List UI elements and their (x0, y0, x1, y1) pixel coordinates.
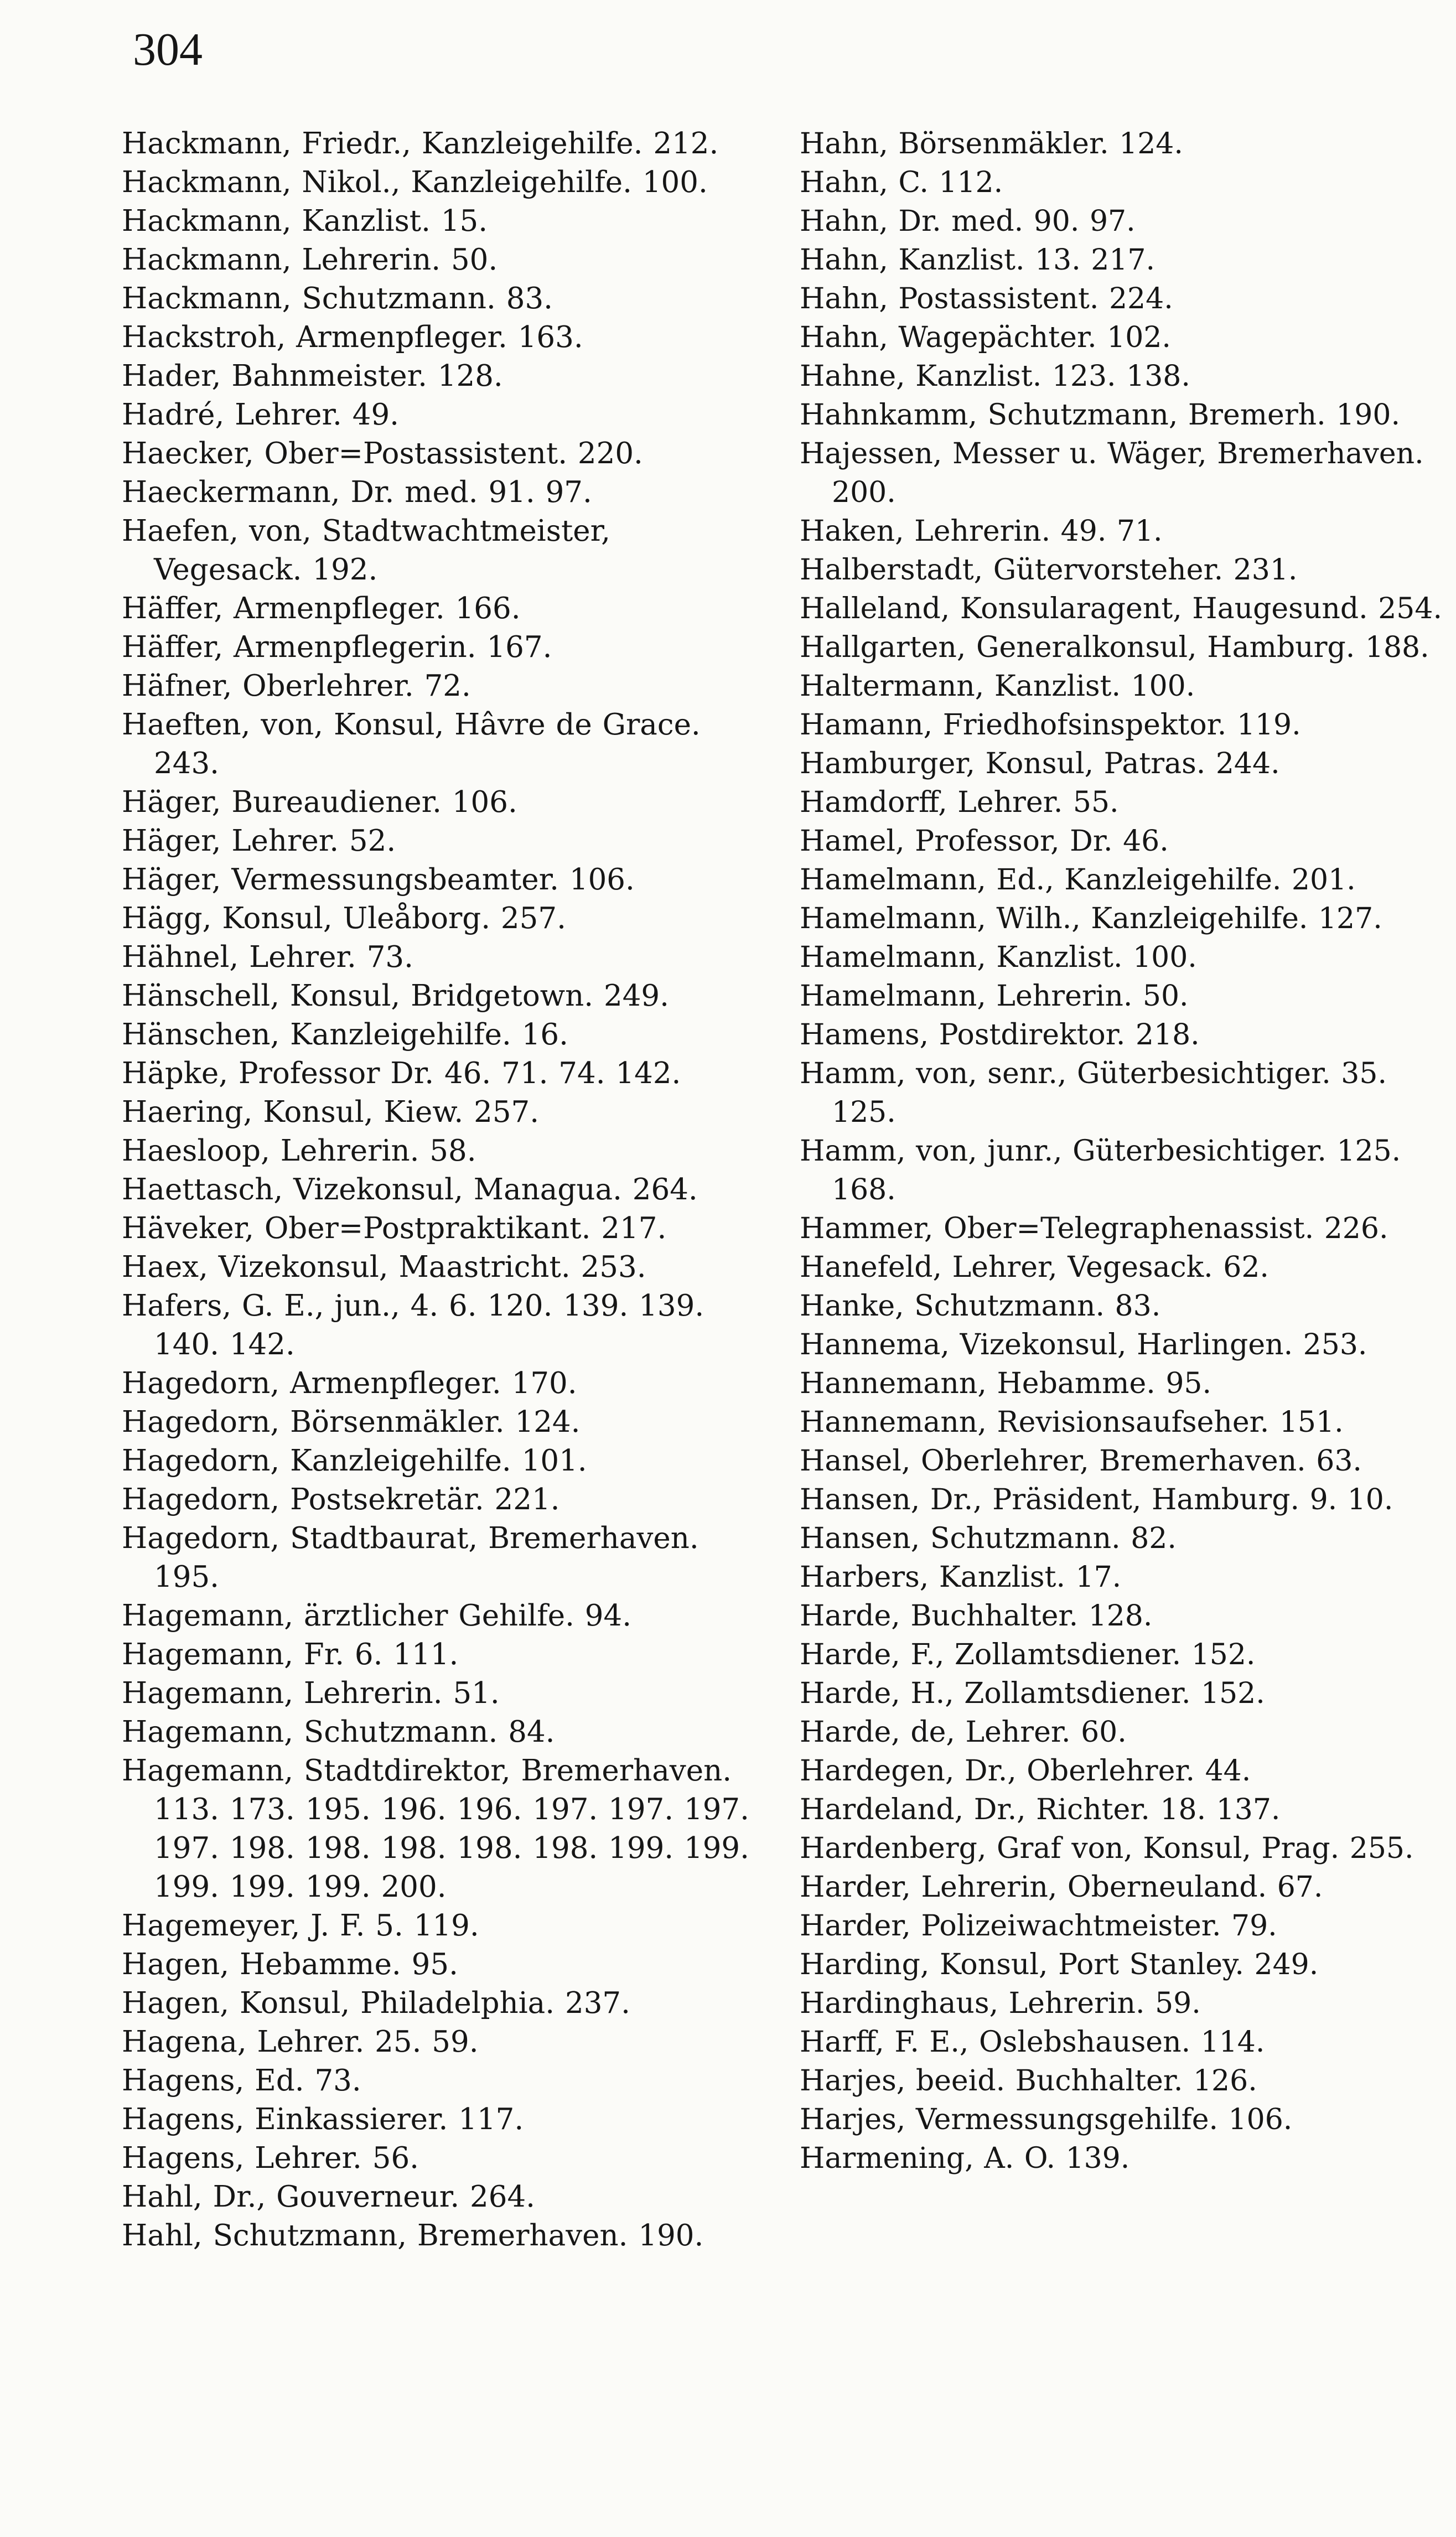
directory-entry: Hamdorff, Lehrer. 55. (800, 786, 1119, 819)
directory-entry: Hagena, Lehrer. 25. 59. (122, 2025, 479, 2059)
page-number: 304 (133, 24, 203, 75)
directory-entry: Hardeland, Dr., Richter. 18. 137. (800, 1793, 1281, 1826)
directory-entry: Haesloop, Lehrerin. 58. (122, 1134, 476, 1168)
directory-entry: Hannemann, Revisionsaufseher. 151. (800, 1406, 1344, 1439)
directory-entry: Halleland, Konsularagent, Haugesund. 254. (800, 592, 1442, 625)
directory-entry: Haex, Vizekonsul, Maastricht. 253. (122, 1250, 646, 1284)
directory-entry: Häffer, Armenpflegerin. 167. (122, 630, 552, 664)
directory-entry: Hahl, Dr., Gouverneur. 264. (122, 2180, 536, 2214)
directory-entry: Hagedorn, Börsenmäkler. 124. (122, 1405, 581, 1439)
directory-entry: Haecker, Ober=Postassistent. 220. (122, 437, 643, 470)
directory-entry: Hahl, Schutzmann, Bremerhaven. 190. (122, 2219, 704, 2253)
directory-entry: Häger, Vermessungsbeamter. 106. (122, 863, 635, 897)
directory-entry: Hahn, Börsenmäkler. 124. (800, 127, 1183, 160)
directory-entry: Harde, Buchhalter. 128. (800, 1599, 1153, 1633)
directory-entry: Hannemann, Hebamme. 95. (800, 1367, 1212, 1400)
directory-entry: Halberstadt, Gütervorsteher. 231. (800, 553, 1298, 587)
directory-entry: Hagemeyer, J. F. 5. 119. (122, 1909, 479, 1943)
directory-entry: Hackmann, Lehrerin. 50. (122, 243, 498, 277)
directory-entry: Hardenberg, Graf von, Konsul, Prag. 255. (800, 1832, 1414, 1865)
directory-entry: Harde, H., Zollamtsdiener. 152. (800, 1677, 1265, 1710)
directory-entry: Hanke, Schutzmann. 83. (800, 1290, 1161, 1323)
directory-entry: Harde, de, Lehrer. 60. (800, 1716, 1127, 1749)
directory-entry: Haltermann, Kanzlist. 100. (800, 670, 1195, 703)
directory-entry: Harmening, A. O. 139. (800, 2142, 1130, 2175)
directory-entry: Hadré, Lehrer. 49. (122, 398, 400, 432)
directory-entry: Hagen, Hebamme. 95. (122, 1948, 458, 1981)
directory-entry: Hansen, Schutzmann. 82. (800, 1522, 1177, 1555)
directory-entry: Hahnkamm, Schutzmann, Bremerh. 190. (800, 398, 1400, 432)
directory-entry: Hamelmann, Lehrerin. 50. (800, 980, 1189, 1013)
directory-entry: Hamelmann, Kanzlist. 100. (800, 941, 1197, 974)
directory-entry: Hahn, Wagepächter. 102. (800, 321, 1171, 354)
directory-entry: Hamm, von, senr., Güterbesichtiger. 35. 125. (800, 1057, 1387, 1129)
directory-entry: Hahne, Kanzlist. 123. 138. (800, 360, 1190, 393)
directory-entry: Harder, Polizeiwachtmeister. 79. (800, 1909, 1277, 1943)
directory-entry: Haettasch, Vizekonsul, Managua. 264. (122, 1173, 698, 1207)
directory-entry: Haken, Lehrerin. 49. 71. (800, 515, 1163, 548)
directory-entry: Hagedorn, Stadtbaurat, Bremerhaven. 195. (122, 1521, 699, 1594)
directory-entry: Hackmann, Friedr., Kanzleigehilfe. 212. (122, 127, 719, 160)
directory-entry: Harder, Lehrerin, Oberneuland. 67. (800, 1871, 1323, 1904)
directory-entry: Hänschen, Kanzleigehilfe. 16. (122, 1018, 568, 1052)
directory-entry: Hardinghaus, Lehrerin. 59. (800, 1987, 1201, 2020)
right-column (800, 125, 1453, 2178)
directory-entry: Harding, Konsul, Port Stanley. 249. (800, 1948, 1319, 1981)
directory-entry: Hagens, Lehrer. 56. (122, 2141, 419, 2175)
directory-entry: Hagedorn, Armenpfleger. 170. (122, 1366, 577, 1400)
directory-entry: Hahn, Postassistent. 224. (800, 282, 1173, 315)
directory-entry: Hagemann, Fr. 6. 111. (122, 1638, 459, 1671)
directory-entry: Hagemann, Schutzmann. 84. (122, 1715, 555, 1749)
directory-entry: Hannema, Vizekonsul, Harlingen. 253. (800, 1328, 1367, 1361)
directory-entry: Hajessen, Messer u. Wäger, Bremerhaven. 200. (800, 437, 1424, 509)
directory-entry: Hagemann, Lehrerin. 51. (122, 1676, 500, 1710)
directory-entry: Hagemann, Stadtdirektor, Bremerhaven. 113. 173. 195. 196. 196. 197. 197. 197. 197. 198. 198. 198. 198. 198. 199. 199. 199. 199. 199. 200. (122, 1754, 749, 1904)
directory-entry: Hackmann, Schutzmann. 83. (122, 282, 553, 315)
directory-entry: Hamann, Friedhofsinspektor. 119. (800, 708, 1301, 742)
directory-entry: Hagedorn, Postsekretär. 221. (122, 1483, 560, 1516)
directory-entry: Hahn, C. 112. (800, 166, 1003, 199)
directory-entry: Haeckermann, Dr. med. 91. 97. (122, 475, 592, 509)
directory-entry: Hagen, Konsul, Philadelphia. 237. (122, 1986, 630, 2020)
directory-entry: Hammer, Ober=Telegraphenassist. 226. (800, 1212, 1388, 1245)
directory-entry: Hackmann, Kanzlist. 15. (122, 204, 488, 238)
directory-entry: Haefen, von, Stadtwachtmeister, Vegesack. 192. (122, 514, 610, 587)
directory-entry: Hagens, Ed. 73. (122, 2064, 361, 2098)
directory-entry: Harff, F. E., Oslebshausen. 114. (800, 2026, 1265, 2059)
directory-entry: Hallgarten, Generalkonsul, Hamburg. 188. (800, 631, 1429, 664)
directory-entry: Häffer, Armenpfleger. 166. (122, 592, 521, 625)
directory-entry: Hader, Bahnmeister. 128. (122, 359, 503, 393)
directory-entry: Häpke, Professor Dr. 46. 71. 74. 142. (122, 1057, 681, 1090)
directory-entry: Hardegen, Dr., Oberlehrer. 44. (800, 1754, 1251, 1788)
directory-entry: Hahn, Kanzlist. 13. 217. (800, 244, 1156, 277)
directory-entry: Häfner, Oberlehrer. 72. (122, 669, 471, 703)
directory-entry: Harbers, Kanzlist. 17. (800, 1561, 1122, 1594)
directory-entry: Hänschell, Konsul, Bridgetown. 249. (122, 979, 669, 1013)
directory-entry: Hagens, Einkassierer. 117. (122, 2103, 524, 2136)
directory-entry: Harde, F., Zollamtsdiener. 152. (800, 1638, 1256, 1671)
directory-entry: Hackstroh, Armenpfleger. 163. (122, 320, 583, 354)
directory-entry: Hamelmann, Ed., Kanzleigehilfe. 201. (800, 863, 1356, 897)
directory-entry: Hagedorn, Kanzleigehilfe. 101. (122, 1444, 587, 1478)
directory-entry: Hafers, G. E., jun., 4. 6. 120. 139. 139. 140. 142. (122, 1289, 704, 1361)
directory-entry: Hagemann, ärztlicher Gehilfe. 94. (122, 1599, 632, 1633)
directory-entry: Hanefeld, Lehrer, Vegesack. 62. (800, 1251, 1269, 1284)
directory-entry: Hahn, Dr. med. 90. 97. (800, 205, 1136, 238)
directory-entry: Hamens, Postdirektor. 218. (800, 1018, 1200, 1052)
directory-entry: Hamel, Professor, Dr. 46. (800, 825, 1169, 858)
directory-entry: Hansen, Dr., Präsident, Hamburg. 9. 10. (800, 1483, 1393, 1516)
left-column (122, 125, 755, 2255)
directory-entry: Hansel, Oberlehrer, Bremerhaven. 63. (800, 1444, 1362, 1478)
directory-entry: Hamburger, Konsul, Patras. 244. (800, 747, 1280, 780)
directory-entry: Häger, Lehrer. 52. (122, 824, 396, 858)
directory-entry: Häger, Bureaudiener. 106. (122, 785, 517, 819)
directory-entry: Hähnel, Lehrer. 73. (122, 940, 413, 974)
directory-entry: Harjes, Vermessungsgehilfe. 106. (800, 2103, 1293, 2136)
directory-entry: Hamelmann, Wilh., Kanzleigehilfe. 127. (800, 902, 1382, 935)
directory-entry: Haering, Konsul, Kiew. 257. (122, 1095, 540, 1129)
directory-entry: Hackmann, Nikol., Kanzleigehilfe. 100. (122, 165, 708, 199)
directory-entry: Harjes, beeid. Buchhalter. 126. (800, 2064, 1257, 2098)
directory-entry: Hägg, Konsul, Uleåborg. 257. (122, 902, 566, 935)
directory-entry: Haeften, von, Konsul, Hâvre de Grace. 243. (122, 708, 701, 780)
directory-entry: Häveker, Ober=Postpraktikant. 217. (122, 1211, 667, 1245)
directory-entry: Hamm, von, junr., Güterbesichtiger. 125. 168. (800, 1135, 1401, 1207)
